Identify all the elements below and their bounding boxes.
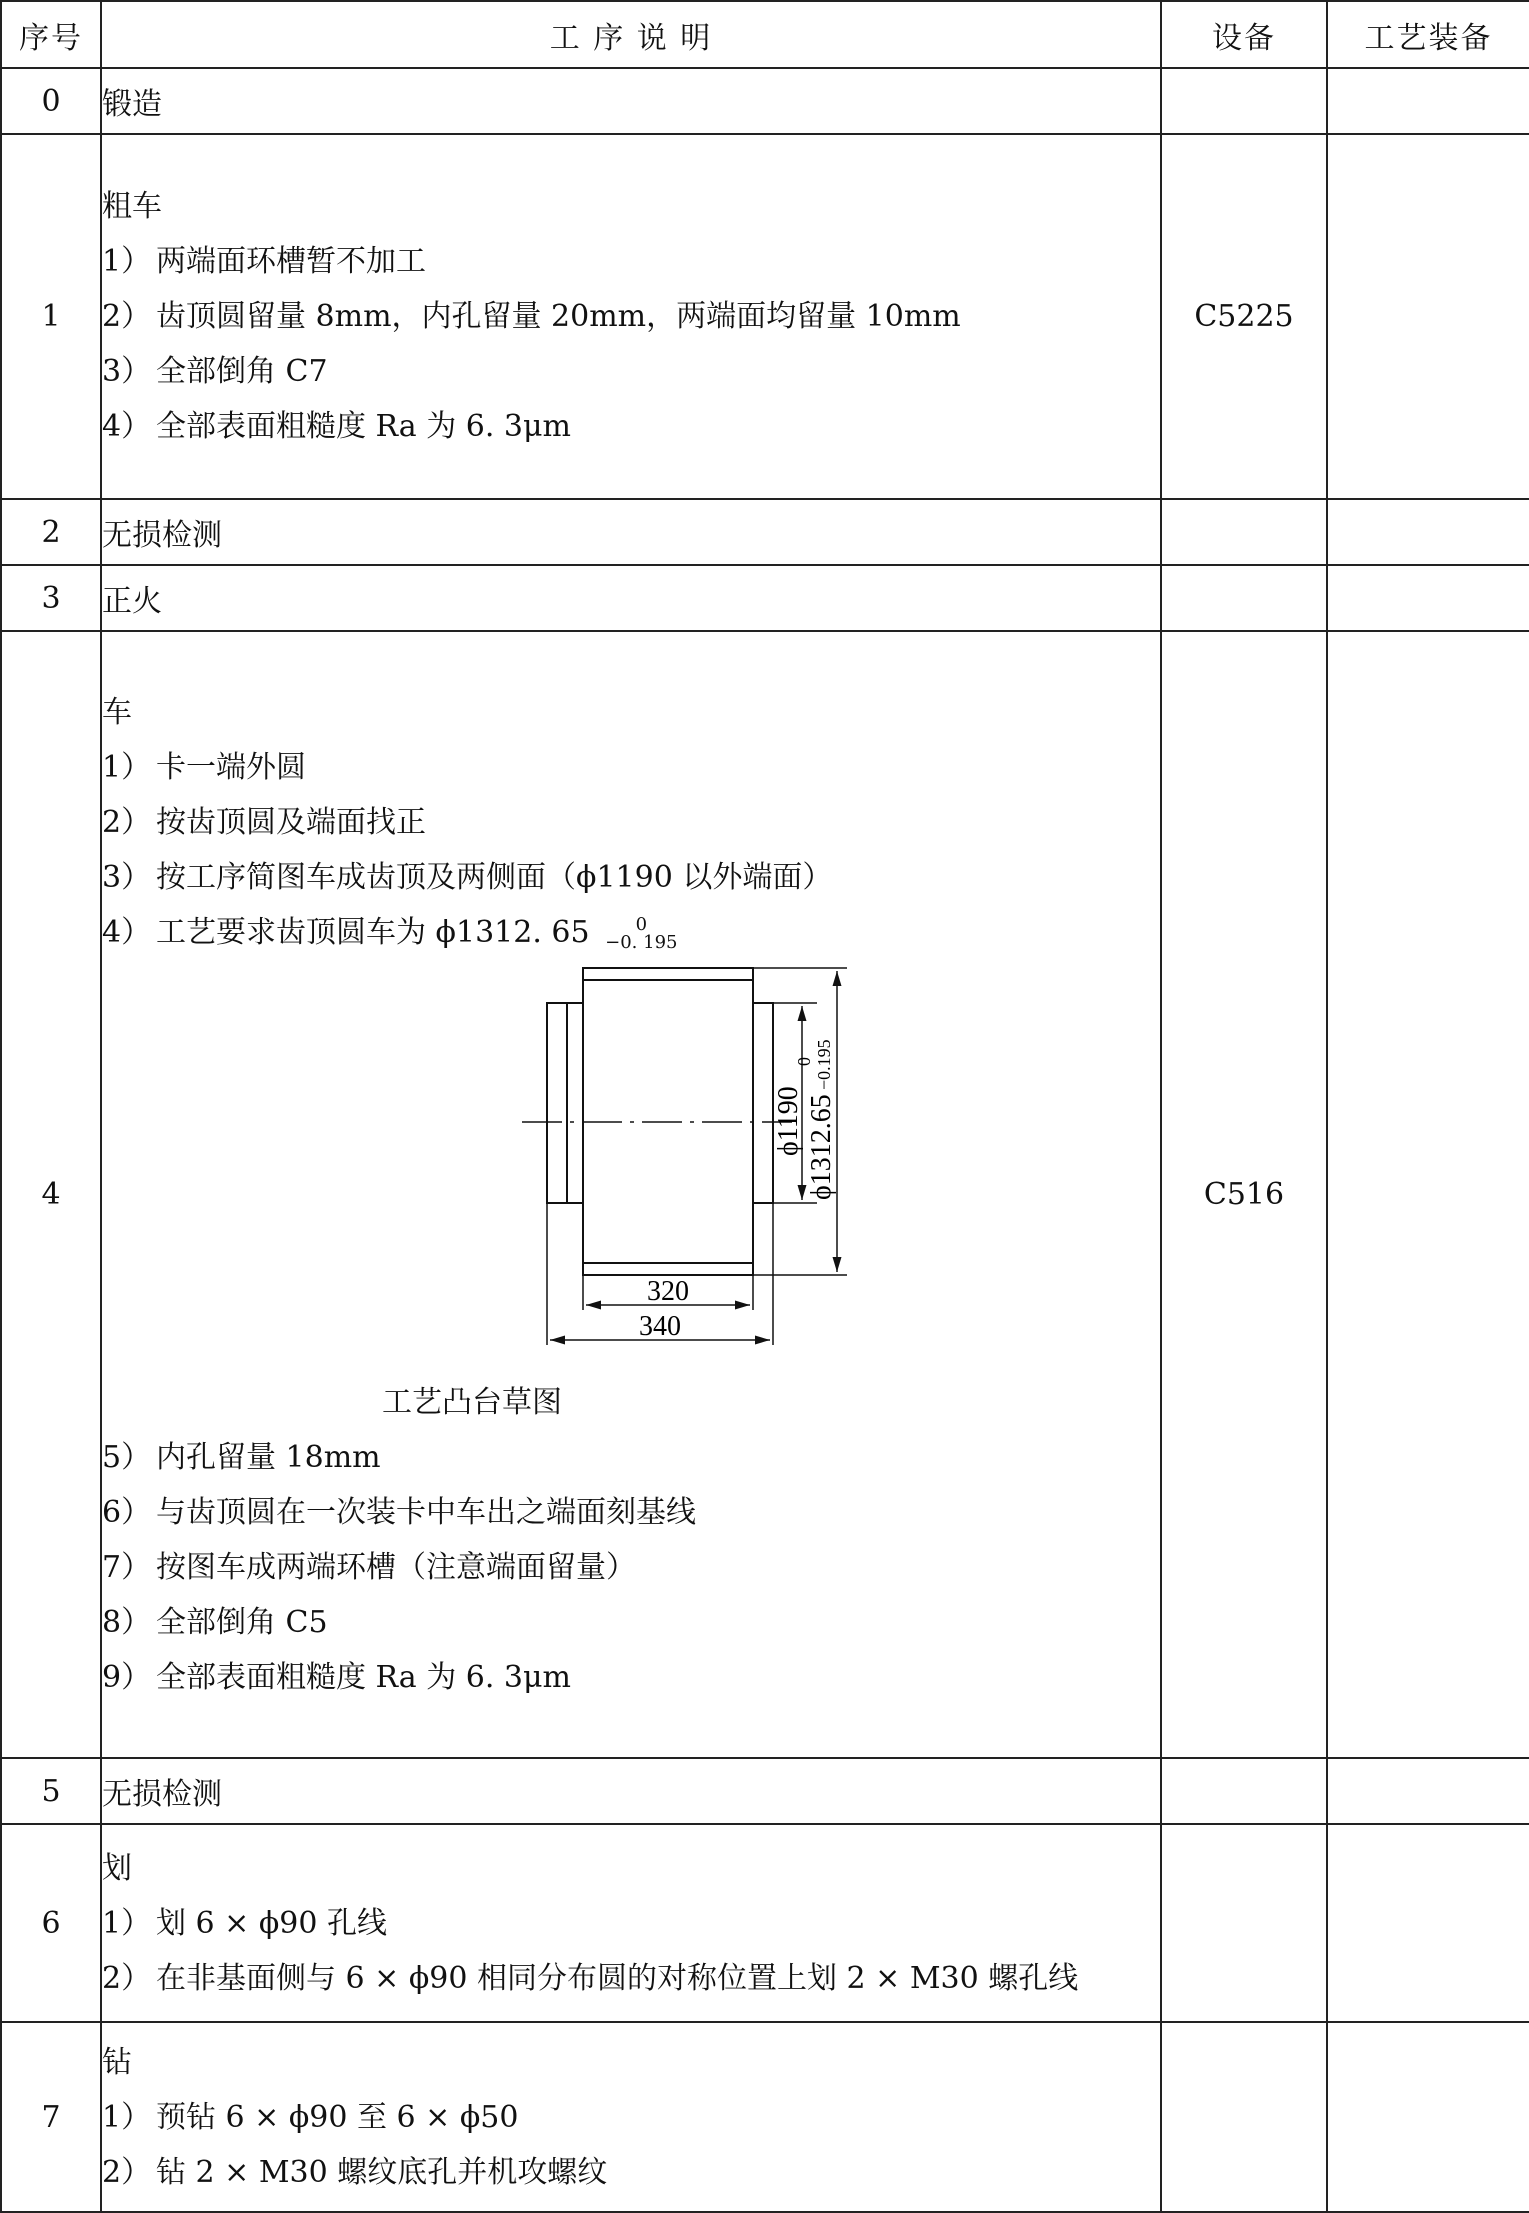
row-tooling (1327, 1824, 1529, 2022)
step-title: 车 (102, 694, 132, 730)
step-line: 8） 全部倒角 C5 (102, 1604, 328, 1640)
table-row (1, 499, 1529, 565)
step-title: 划 (102, 1850, 132, 1886)
row-equipment (1161, 2022, 1327, 2212)
boss-right (753, 1003, 773, 1203)
row-no: 6 (1, 1824, 101, 2022)
row-title: 锻造 (101, 68, 1161, 134)
row-title: 正火 (101, 565, 1161, 631)
row-tooling (1327, 631, 1529, 1758)
row-no: 5 (1, 1758, 101, 1824)
row-no: 0 (1, 68, 101, 134)
boss-left-outline (547, 1003, 567, 1203)
row-no: 2 (1, 499, 101, 565)
sketch-drawing (372, 960, 852, 1380)
step-title: 粗车 (102, 189, 162, 224)
step-line: 4） 全部表面粗糙度 Ra 为 6. 3μm (102, 409, 571, 444)
header-no: 序号 (1, 1, 101, 68)
row-title: 无损检测 (101, 499, 1161, 565)
row-desc (101, 134, 1161, 499)
row-tooling (1327, 68, 1529, 134)
header-tooling: 工艺装备 (1327, 1, 1529, 68)
dim-1312-lower: −0.195 (814, 1038, 834, 1090)
row-equipment (1161, 1758, 1327, 1824)
process-sketch (102, 960, 1160, 1430)
step-line: 5） 内孔留量 18mm (102, 1439, 381, 1475)
step-line: 1） 卡一端外圆 (102, 749, 306, 785)
step-line: 7） 按图车成两端环槽（注意端面留量） (102, 1549, 636, 1585)
header-equipment: 设备 (1161, 1, 1327, 68)
row-tooling (1327, 499, 1529, 565)
row-tooling (1327, 2022, 1529, 2212)
row-desc (101, 2022, 1161, 2212)
step-line: 3） 按工序简图车成齿顶及两侧面（ϕ1190 以外端面） (102, 859, 833, 895)
step-line: 4） 工艺要求齿顶圆车为 ϕ1312. 65 0 −0. 195 (102, 913, 678, 953)
table-row (1, 565, 1529, 631)
tolerance: 0 −0. 195 (605, 913, 678, 953)
row-desc (101, 631, 1161, 1758)
table-row (1, 2022, 1529, 2212)
table-row (1, 1824, 1529, 2022)
table-row (1, 134, 1529, 499)
step-line: 1） 两端面环槽暂不加工 (102, 244, 426, 279)
table-row (1, 68, 1529, 134)
step-title: 钻 (102, 2044, 132, 2080)
step-line: 2） 在非基面侧与 6 × ϕ90 相同分布圆的对称位置上划 2 × M30 螺孔线 (102, 1960, 1079, 1996)
row-equipment: C516 (1161, 631, 1327, 1758)
step-line: 1） 预钻 6 × ϕ90 至 6 × ϕ50 (102, 2099, 519, 2135)
step-line: 2） 按齿顶圆及端面找正 (102, 804, 426, 840)
row-no: 7 (1, 2022, 101, 2212)
step-line: 1） 划 6 × ϕ90 孔线 (102, 1905, 387, 1941)
row-tooling (1327, 1758, 1529, 1824)
header-desc: 工 序 说 明 (101, 1, 1161, 68)
row-no: 1 (1, 134, 101, 499)
row-tooling (1327, 565, 1529, 631)
table-row (1, 1758, 1529, 1824)
row-no: 4 (1, 631, 101, 1758)
dim-340: 340 (639, 1310, 681, 1342)
step-line: 9） 全部表面粗糙度 Ra 为 6. 3μm (102, 1659, 571, 1695)
sketch-caption: 工艺凸台草图 (382, 1384, 562, 1420)
step-line: 6） 与齿顶圆在一次装卡中车出之端面刻基线 (102, 1494, 696, 1530)
row-no: 3 (1, 565, 101, 631)
dim-1312-upper: 0 (794, 1056, 814, 1066)
row-equipment (1161, 565, 1327, 631)
dim-320: 320 (647, 1275, 689, 1307)
row-tooling (1327, 134, 1529, 499)
dim-1312: ϕ1312.65 (806, 1093, 837, 1200)
step-line: 2） 钻 2 × M30 螺纹底孔并机攻螺纹 (102, 2154, 608, 2190)
row-equipment (1161, 68, 1327, 134)
dim-1190: ϕ1190 (773, 1085, 804, 1156)
row-title: 无损检测 (101, 1758, 1161, 1824)
row-equipment (1161, 1824, 1327, 2022)
step-line: 2） 齿顶圆留量 8mm，内孔留量 20mm，两端面均留量 10mm (102, 299, 961, 334)
boss-left-band (567, 1003, 583, 1203)
row-equipment (1161, 499, 1327, 565)
step-line: 3） 全部倒角 C7 (102, 354, 328, 389)
row-equipment: C5225 (1161, 134, 1327, 499)
header-row (1, 1, 1529, 68)
table-row (1, 631, 1529, 1758)
row-desc (101, 1824, 1161, 2022)
